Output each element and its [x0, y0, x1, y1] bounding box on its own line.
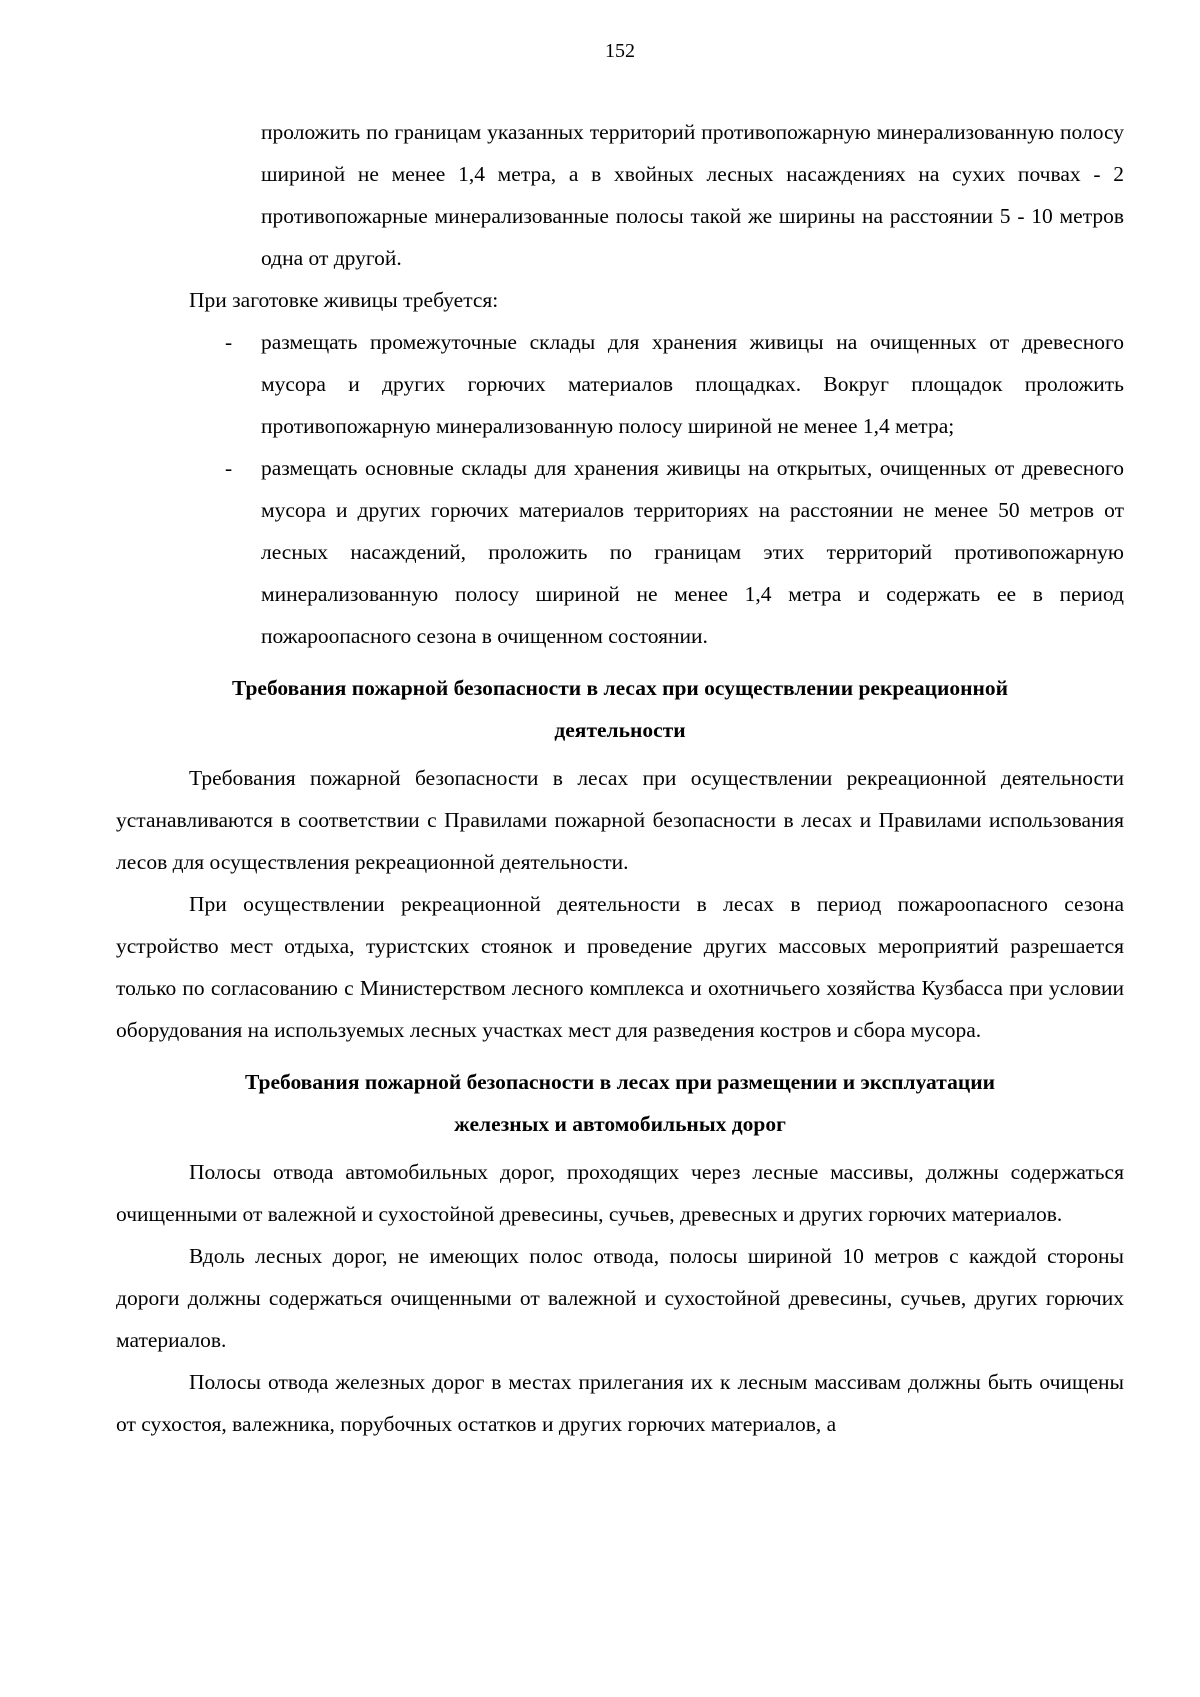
paragraph-road-strips: Полосы отвода автомобильных дорог, проходящих через лесные массивы, должны содержаться очищенными от валежной и сухостойной древесины, сучьев, древесных и других горючих материалов. — [116, 1160, 1124, 1226]
heading-line: железных и автомобильных дорог — [454, 1112, 786, 1136]
list-item-text: размещать основные склады для хранения живицы на открытых, очищенных от древесного мусора и других горючих материалов территориях на расстоянии не менее 50 метров от лесных насаждений, проложить по границам этих территорий противопожарную минерализованную полосу шириной не менее 1,4 метра и содержать ее в период пожароопасного сезона в очищенном состоянии. — [261, 456, 1124, 648]
heading-line: деятельности — [554, 718, 686, 742]
heading-line: Требования пожарной безопасности в лесах при размещении и эксплуатации — [244, 1070, 995, 1094]
section-heading-roads — [116, 1061, 1124, 1145]
list-item — [116, 447, 1124, 657]
list-marker: - — [225, 456, 233, 480]
paragraph-resin-intro: При заготовке живицы требуется: — [189, 288, 499, 312]
paragraph-forest-roads: Вдоль лесных дорог, не имеющих полос отвода, полосы шириной 10 метров с каждой стороны дороги должны содержаться очищенными от валежной и сухостойной древесины, сучьев, других горючих материалов. — [116, 1244, 1124, 1352]
list-item — [116, 321, 1124, 447]
list-marker: - — [225, 330, 233, 354]
paragraph-railways: Полосы отвода железных дорог в местах прилегания их к лесным массивам должны быть очищены от сухостоя, валежника, порубочных остатков и других горючих материалов, а — [116, 1370, 1124, 1436]
page-number: 152 — [605, 40, 635, 62]
heading-line: Требования пожарной безопасности в лесах при осуществлении рекреационной — [231, 676, 1009, 700]
paragraph-recreation-rules: Требования пожарной безопасности в лесах при осуществлении рекреационной деятельности устанавливаются в соответствии с Правилами пожарной безопасности в лесах и Правилами использования лесов для осуществления рекреационной деятельности. — [116, 766, 1124, 874]
paragraph-recreation-season: При осуществлении рекреационной деятельности в лесах в период пожароопасного сезона устройство мест отдыха, туристских стоянок и проведение других массовых мероприятий разрешается только по согласованию с Министерством лесного комплекса и охотничьего хозяйства Кузбасса при условии оборудования на используемых лесных участках мест для разведения костров и сбора мусора. — [116, 892, 1124, 1042]
paragraph-continuation: проложить по границам указанных территорий противопожарную минерализованную полосу шириной не менее 1,4 метра, а в хвойных лесных насаждениях на сухих почвах - 2 противопожарные минерализованные полосы такой же ширины на расстоянии 5 - 10 метров одна от другой. — [261, 120, 1124, 270]
resin-requirements-list — [116, 321, 1124, 657]
list-item-text: размещать промежуточные склады для хранения живицы на очищенных от древесного мусора и других горючих материалов площадках. Вокруг площадок проложить противопожарную минерализованную полосу шириной не менее 1,4 метра; — [261, 330, 1124, 438]
section-heading-recreation — [116, 667, 1124, 751]
document-body — [116, 111, 1124, 1445]
